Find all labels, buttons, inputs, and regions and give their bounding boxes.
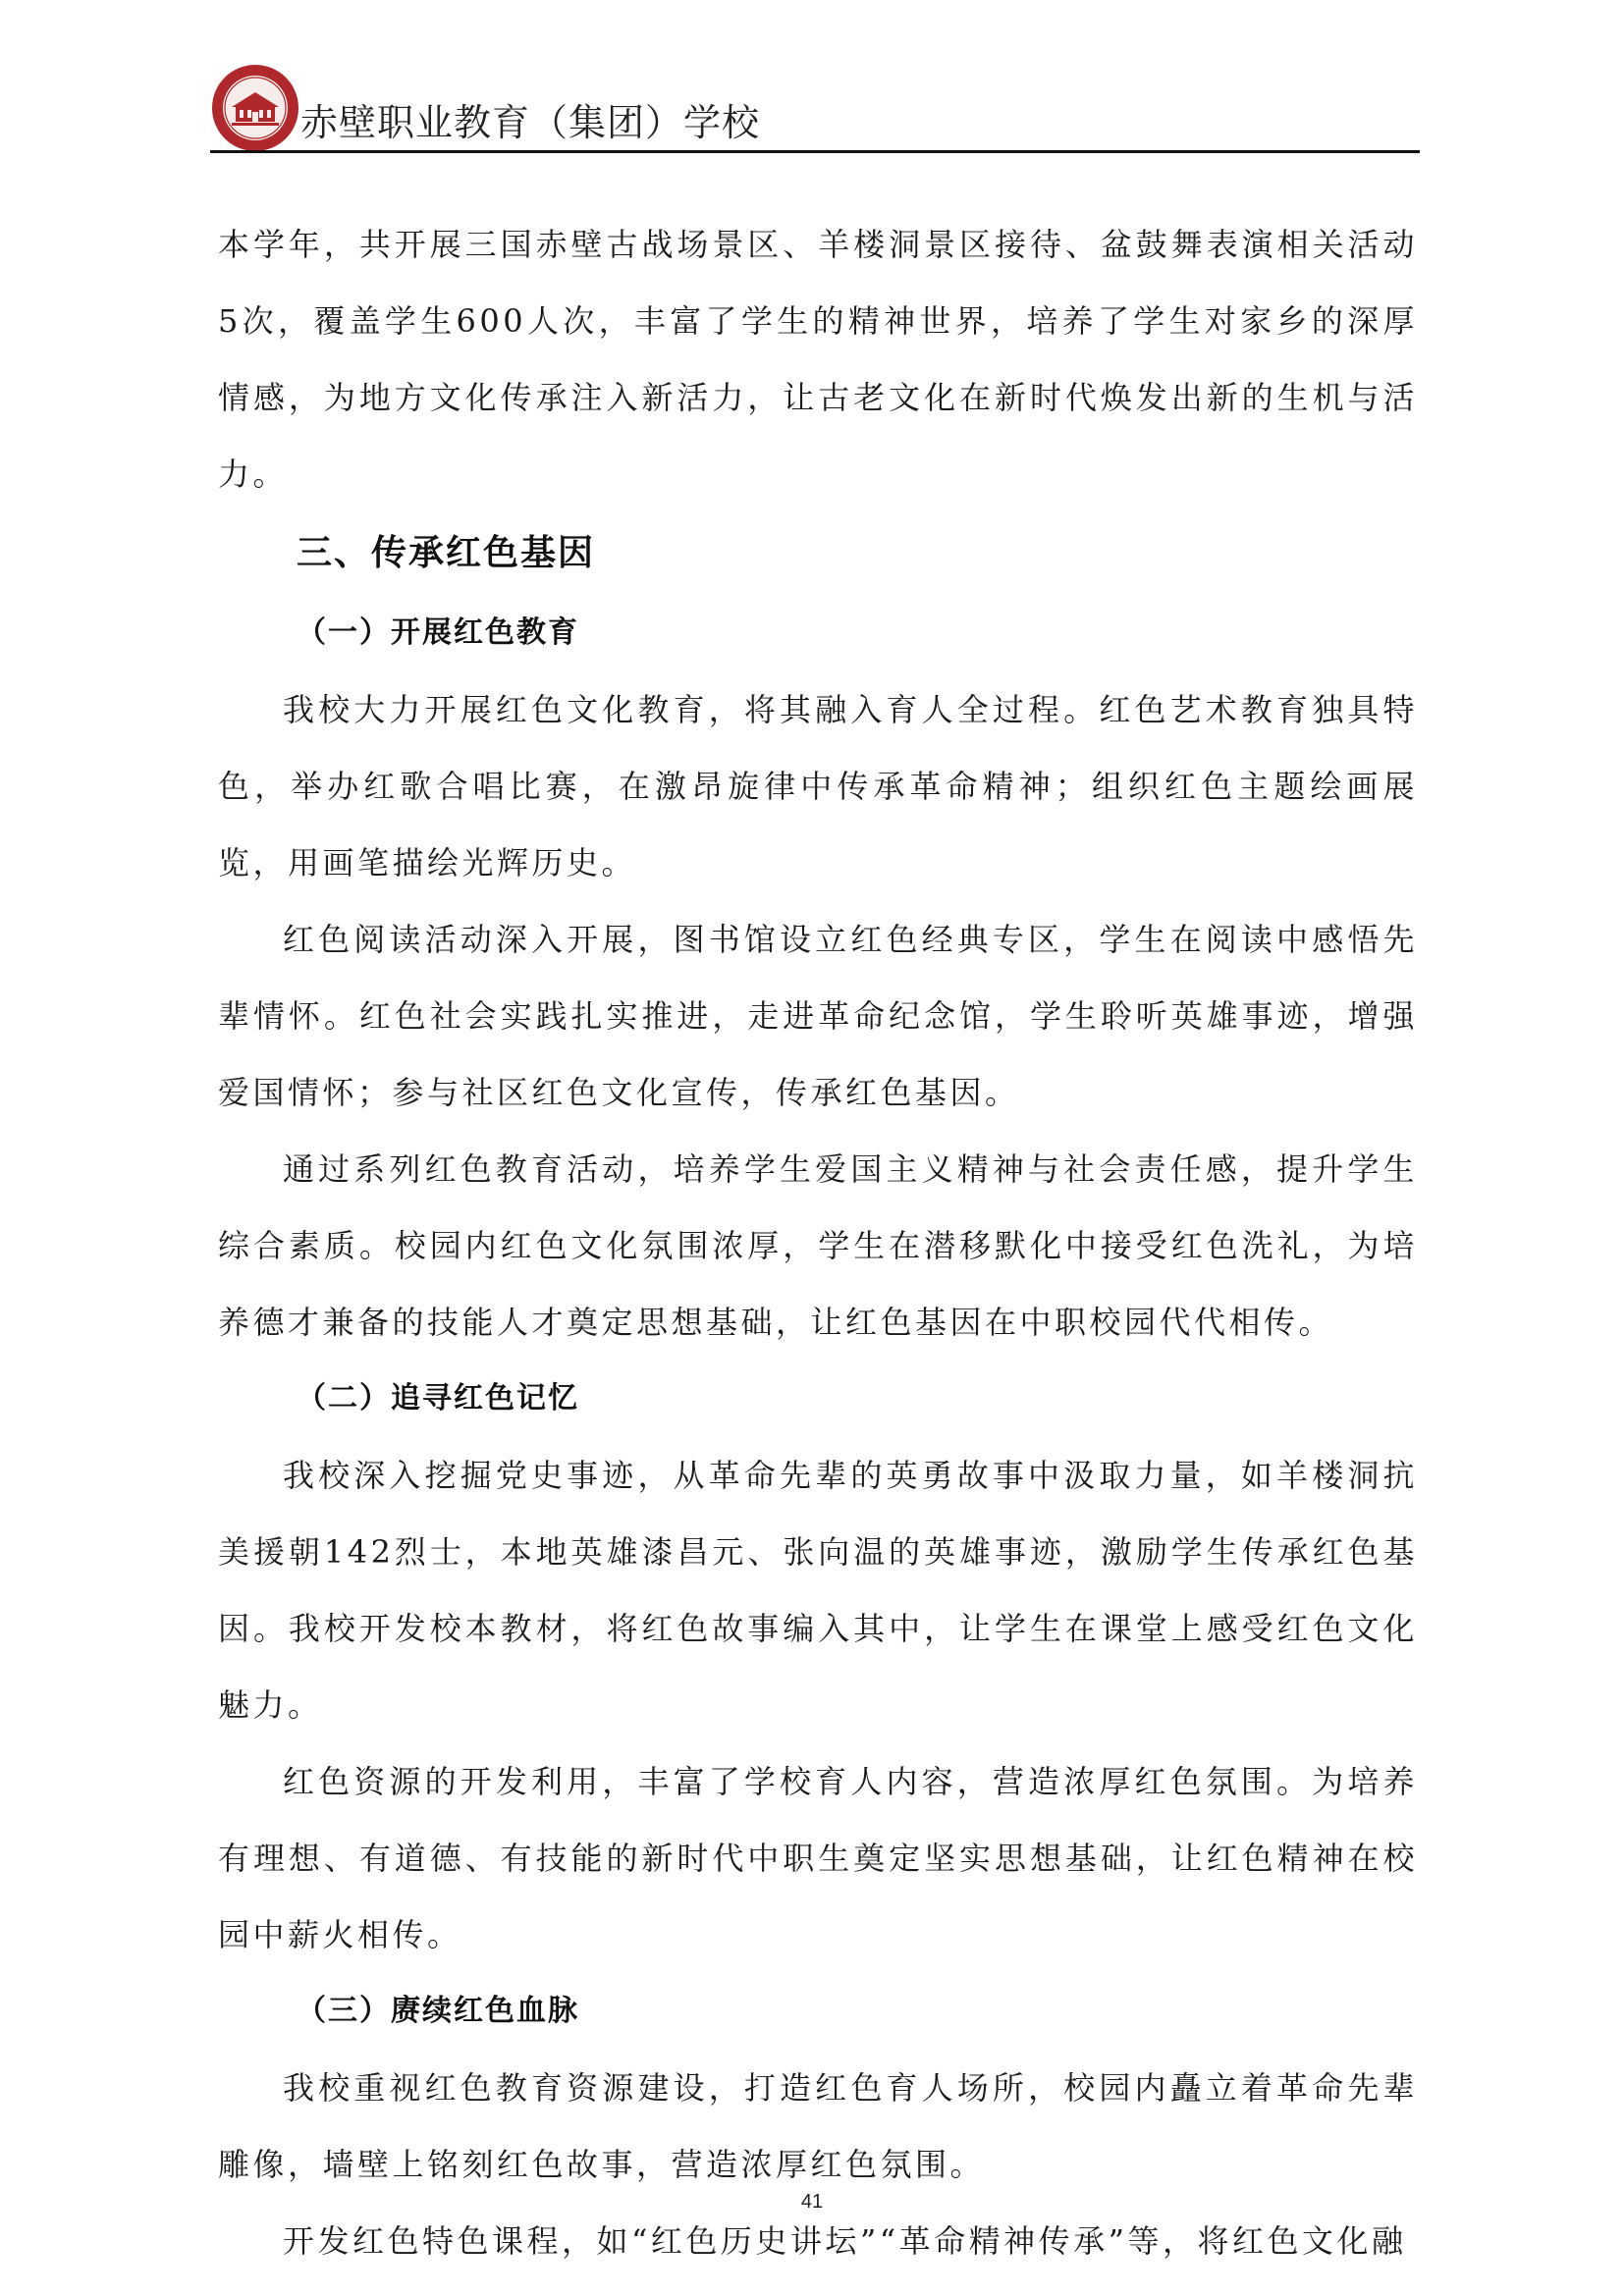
school-name: 赤壁职业教育（集团）学校	[300, 101, 761, 144]
page-number: 41	[800, 2191, 824, 2213]
paragraph: 我校深入挖掘党史事迹，从革命先辈的英勇故事中汲取力量，如羊楼洞抗美援朝142烈士，本地英雄漆昌元、张向温的英雄事迹，激励学生传承红色基因。我校开发校本教材，将红色故事编入其中，让学生在课堂上感受红色文化魅力。	[218, 1457, 1418, 1724]
paragraph: 红色资源的开发利用，丰富了学校育人内容，营造浓厚红色氛围。为培养有理想、有道德、有技能的新时代中职生奠定坚实思想基础，让红色精神在校园中薪火相传。	[218, 1763, 1418, 1953]
paragraph: 红色阅读活动深入开展，图书馆设立红色经典专区，学生在阅读中感悟先辈情怀。红色社会实践扎实推进，走进革命纪念馆，学生聆听英雄事迹，增强爱国情怀；参与社区红色文化宣传，传承红色基因。	[218, 921, 1418, 1111]
paragraph: 开发红色特色课程，如“红色历史讲坛”“革命精神传承”等，将红色文化融	[283, 2222, 1407, 2260]
document-body	[218, 206, 1418, 2279]
paragraph: 我校大力开展红色文化教育，将其融入育人全过程。红色艺术教育独具特色，举办红歌合唱比赛，在激昂旋律中传承革命精神；组织红色主题绘画展览，用画笔描绘光辉历史。	[218, 691, 1418, 881]
intro-paragraph: 本学年，共开展三国赤壁古战场景区、羊楼洞景区接待、盆鼓舞表演相关活动5次，覆盖学生600人次，丰富了学生的精神世界，培养了学生对家乡的深厚情感，为地方文化传承注入新活力，让古老文化在新时代焕发出新的生机与活力。	[218, 226, 1418, 493]
paragraph: 我校重视红色教育资源建设，打造红色育人场所，校园内矗立着革命先辈雕像，墙壁上铭刻红色故事，营造浓厚红色氛围。	[218, 2069, 1418, 2183]
subsection-heading-2: （二）追寻红色记忆	[297, 1381, 579, 1415]
subsection-heading-1: （一）开展红色教育	[297, 615, 579, 650]
paragraph: 通过系列红色教育活动，培养学生爱国主义精神与社会责任感，提升学生综合素质。校园内红色文化氛围浓厚，学生在潜移默化中接受红色洗礼，为培养德才兼备的技能人才奠定思想基础，让红色基因在中职校园代代相传。	[218, 1150, 1418, 1341]
header-divider	[210, 150, 1420, 153]
page-header	[210, 61, 1420, 155]
subsection-heading-3: （三）赓续红色血脉	[297, 1994, 579, 2028]
section-heading: 三、传承红色基因	[297, 533, 596, 573]
school-seal-icon	[210, 63, 300, 153]
